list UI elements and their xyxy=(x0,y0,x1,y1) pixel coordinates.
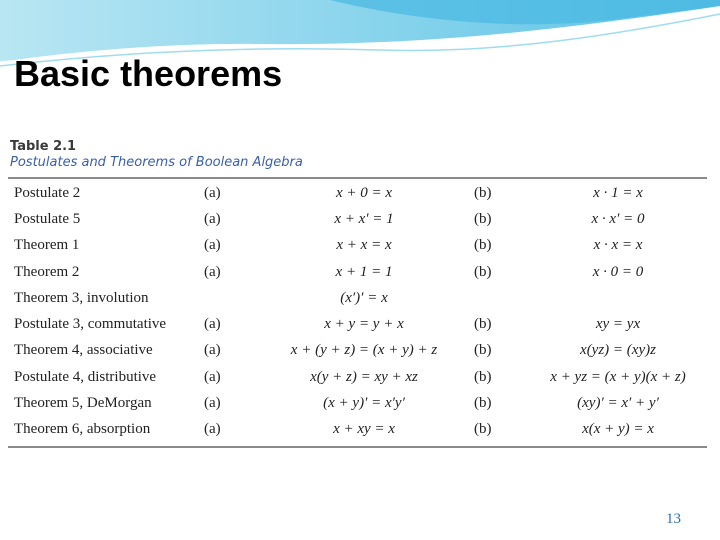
row-a-expression: x + xy = x xyxy=(333,421,395,438)
table-row xyxy=(10,311,707,337)
row-name: Postulate 2 xyxy=(14,184,81,201)
table-row xyxy=(10,285,707,311)
row-b-label: (b) xyxy=(474,316,492,333)
row-a-expression: x(y + z) = xy + xz xyxy=(310,368,418,385)
table-top-rule xyxy=(8,177,707,179)
row-b-expression xyxy=(529,285,707,311)
row-b-label: (b) xyxy=(474,184,492,201)
table-row xyxy=(10,338,707,364)
table-bottom-rule xyxy=(8,446,707,448)
table-caption xyxy=(10,139,303,172)
table-row xyxy=(10,364,707,390)
theorems-table xyxy=(10,180,707,443)
row-a-label: (a) xyxy=(204,368,221,385)
row-name: Theorem 4, associative xyxy=(14,342,153,359)
table-row xyxy=(10,233,707,259)
row-a-expression: x + 1 = 1 xyxy=(335,263,393,280)
row-a-label: (a) xyxy=(204,237,221,254)
table-row xyxy=(10,206,707,232)
row-name: Theorem 3, involution xyxy=(14,289,149,306)
row-b-expression: xy = yx xyxy=(595,316,641,333)
row-a-label: (a) xyxy=(204,342,221,359)
row-b-expression: (xy)′ = x′ + y′ xyxy=(577,395,659,412)
table-row xyxy=(10,417,707,443)
row-name: Postulate 5 xyxy=(14,210,81,227)
row-b-expression: x · 0 = 0 xyxy=(592,263,644,280)
row-a-label: (a) xyxy=(204,184,221,201)
row-a-label: (a) xyxy=(204,316,221,333)
row-a-expression: x + (y + z) = (x + y) + z xyxy=(290,342,438,359)
row-b-expression: x(yz) = (xy)z xyxy=(580,342,656,359)
row-name: Theorem 6, absorption xyxy=(14,421,151,438)
row-a-expression: (x′)′ = x xyxy=(340,289,388,306)
row-a-expression: (x + y)′ = x′y′ xyxy=(323,395,405,412)
row-b-label: (b) xyxy=(474,368,492,385)
table-row xyxy=(10,259,707,285)
row-b-expression: x + yz = (x + y)(x + z) xyxy=(550,368,686,385)
row-a-label: (a) xyxy=(204,210,221,227)
table-title: Table 2.1 xyxy=(10,139,77,154)
row-b-expression: x · x = x xyxy=(593,237,643,254)
row-a-expression: x + y = y + x xyxy=(324,316,404,333)
row-b-label: (b) xyxy=(474,395,492,412)
row-b-label: (b) xyxy=(474,237,492,254)
row-a-expression: x + x = x xyxy=(336,237,392,254)
slide-title: Basic theorems xyxy=(14,53,283,94)
row-name: Theorem 5, DeMorgan xyxy=(14,395,152,412)
row-name: Postulate 4, distributive xyxy=(14,368,157,385)
row-name: Postulate 3, commutative xyxy=(14,316,167,333)
table-subtitle: Postulates and Theorems of Boolean Algebra xyxy=(10,155,303,171)
row-b-expression: x · 1 = x xyxy=(593,184,643,201)
row-a-label xyxy=(204,285,254,311)
row-b-label: (b) xyxy=(474,342,492,359)
row-a-label: (a) xyxy=(204,263,221,280)
row-a-label: (a) xyxy=(204,395,221,412)
row-b-expression: x · x′ = 0 xyxy=(591,210,645,227)
row-b-label: (b) xyxy=(474,421,492,438)
row-a-expression: x + x′ = 1 xyxy=(334,210,394,227)
row-name: Theorem 1 xyxy=(14,237,80,254)
row-b-expression: x(x + y) = x xyxy=(582,421,654,438)
table-row xyxy=(10,390,707,416)
row-name: Theorem 2 xyxy=(14,263,80,280)
page-number: 13 xyxy=(666,511,681,527)
row-b-label xyxy=(474,285,529,311)
row-a-expression: x + 0 = x xyxy=(335,184,393,201)
row-a-label: (a) xyxy=(204,421,221,438)
row-b-label: (b) xyxy=(474,263,492,280)
table-row xyxy=(10,180,707,206)
row-b-label: (b) xyxy=(474,210,492,227)
